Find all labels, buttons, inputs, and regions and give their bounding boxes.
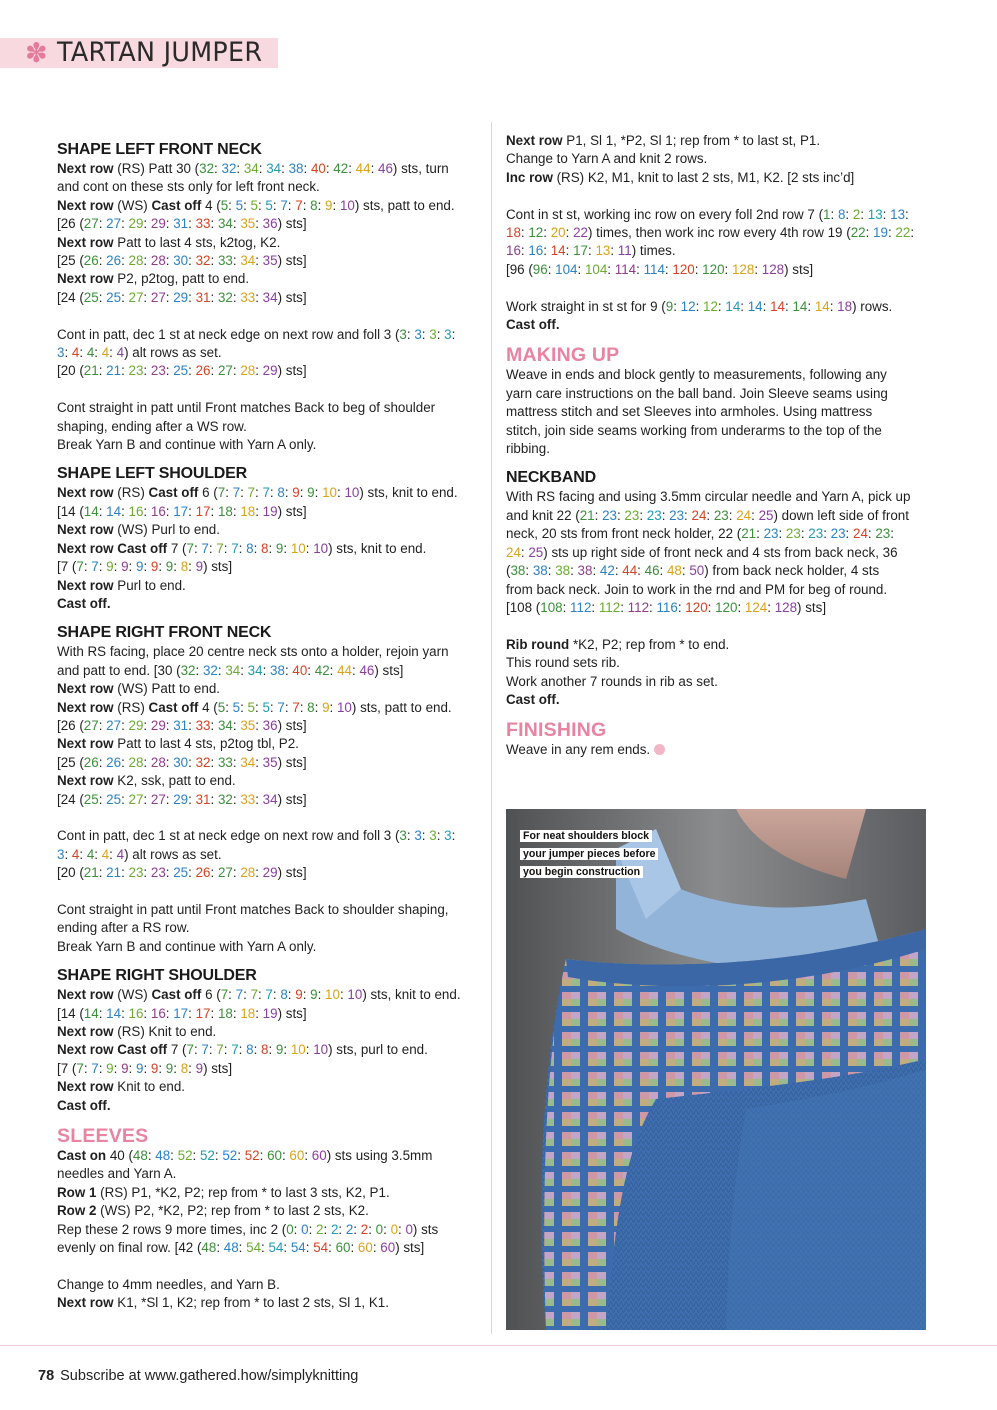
- text-line: from back neck. Join to work in the rnd and PM for beg of round.: [506, 581, 888, 597]
- text-line: Cont straight in patt until Front matches Back to shoulder shaping,: [57, 901, 449, 917]
- caption-text: For neat shoulders block your jumper pieces before you begin construction: [520, 830, 658, 878]
- footer-divider: [0, 1345, 997, 1346]
- text-line: Cont in patt, dec 1 st at neck edge on next row and foll 3 (3: 3: 3: 3:: [57, 828, 456, 844]
- text-line: Next row (RS) Patt 30 (32: 32: 34: 34: 38: 40: 42: 44: 46) sts, turn: [57, 161, 449, 176]
- section-heading: SHAPE RIGHT SHOULDER: [57, 967, 257, 985]
- text-line: Next row (WS) Purl to end.: [57, 522, 220, 538]
- text-line: Work straight in st st for 9 (9: 12: 12: 14: 14: 14: 14: 14: 18) rows.: [506, 298, 893, 314]
- text-line: Cast off.: [57, 1097, 111, 1113]
- text-line: Cast off.: [506, 691, 560, 707]
- text-line: Break Yarn B and continue with Yarn A only.: [57, 938, 317, 954]
- text-line: mattress stitch and set Sleeves into armholes. Using mattress: [506, 404, 873, 420]
- text-line: [14 (14: 14: 16: 16: 17: 17: 18: 18: 19) sts]: [57, 503, 307, 519]
- left-column: [57, 130, 482, 1313]
- section-heading: SLEEVES: [57, 1125, 149, 1148]
- text-line: Next row (RS) Knit to end.: [57, 1024, 217, 1039]
- subscribe-text[interactable]: Subscribe at www.gathered.how/simplyknitting: [60, 1368, 359, 1384]
- text-line: Rep these 2 rows 9 more times, inc 2 (0: 0: 2: 2: 2: 2: 0: 0: 0) sts: [57, 1221, 439, 1237]
- section-heading: MAKING UP: [506, 344, 620, 367]
- text-line: ribbing.: [506, 441, 550, 457]
- text-line: Cast off.: [506, 317, 560, 333]
- footer: [38, 1366, 358, 1386]
- text-line: and cont on these sts only for left front neck.: [57, 179, 320, 195]
- text-line: Next row Purl to end.: [57, 577, 186, 593]
- text-line: Next row Patt to last 4 sts, k2tog, K2.: [57, 234, 281, 250]
- text-line: Next row P1, Sl 1, *P2, Sl 1; rep from * to last st, P1.: [506, 133, 821, 148]
- text-line: Next row Knit to end.: [57, 1079, 186, 1095]
- text-line: [7 (7: 7: 9: 9: 9: 9: 9: 8: 9) sts]: [57, 1060, 233, 1076]
- text-line: Change to 4mm needles, and Yarn B.: [57, 1276, 280, 1292]
- section-heading: SHAPE LEFT FRONT NECK: [57, 141, 262, 158]
- text-line: Break Yarn B and continue with Yarn A only.: [57, 437, 317, 453]
- title-banner: [0, 38, 278, 68]
- text-line: Next row Patt to last 4 sts, p2tog tbl, P2.: [57, 736, 299, 752]
- section-heading: NECKBAND: [506, 469, 596, 487]
- text-line: 3: 4: 4: 4: 4) alt rows as set.: [57, 345, 222, 361]
- text-line: 3: 4: 4: 4: 4) alt rows as set.: [57, 846, 222, 862]
- text-line: Change to Yarn A and knit 2 rows.: [506, 151, 708, 167]
- text-line: Cont in st st, working inc row on every foll 2nd row 7 (1: 8: 2: 13: 13:: [506, 206, 909, 222]
- text-line: [20 (21: 21: 23: 23: 25: 26: 27: 28: 29) sts]: [57, 363, 307, 379]
- photo-caption: [520, 826, 670, 880]
- text-line: Row 2 (WS) P2, *K2, P2; rep from * to last 2 sts, K2.: [57, 1203, 369, 1219]
- text-line: and knit 22 (21: 23: 23: 23: 23: 24: 23: 24: 25) down left side of front: [506, 507, 909, 523]
- text-line: Cast off.: [57, 595, 111, 611]
- text-line: Next row P2, p2tog, patt to end.: [57, 271, 250, 287]
- text-line: [7 (7: 7: 9: 9: 9: 9: 9: 8: 9) sts]: [57, 559, 233, 575]
- page-title: TARTAN JUMPER: [57, 37, 263, 68]
- text-line: Row 1 (RS) P1, *K2, P2; rep from * to last 3 sts, K2, P1.: [57, 1184, 390, 1200]
- text-line: [25 (26: 26: 28: 28: 30: 32: 33: 34: 35) sts]: [57, 754, 307, 770]
- text-line: 16: 16: 14: 17: 13: 11) times.: [506, 243, 676, 259]
- text-line: Next row K2, ssk, patt to end.: [57, 773, 236, 789]
- text-line: [25 (26: 26: 28: 28: 30: 32: 33: 34: 35) sts]: [57, 253, 307, 269]
- text-line: [24 (25: 25: 27: 27: 29: 31: 32: 33: 34) sts]: [57, 791, 307, 807]
- yarn-ball-icon: [654, 744, 665, 755]
- text-line: This round sets rib.: [506, 655, 620, 671]
- text-line: ending after a RS row.: [57, 920, 190, 936]
- text-line: Next row (WS) Cast off 6 (7: 7: 7: 7: 8: 9: 9: 10: 10) sts, knit to end.: [57, 987, 461, 1003]
- text-line: [26 (27: 27: 29: 29: 31: 33: 34: 35: 36) sts]: [57, 216, 307, 232]
- text-line: [26 (27: 27: 29: 29: 31: 33: 34: 35: 36) sts]: [57, 717, 307, 733]
- text-line: [24 (25: 25: 27: 27: 29: 31: 32: 33: 34) sts]: [57, 289, 307, 305]
- text-line: [20 (21: 21: 23: 23: 25: 26: 27: 28: 29) sts]: [57, 865, 307, 881]
- text-line: stitch, join side seams working from underarms to the top of the: [506, 422, 882, 438]
- text-line: Next row Cast off 7 (7: 7: 7: 7: 8: 8: 9: 10: 10) sts, knit to end.: [57, 540, 427, 556]
- text-line: Cont in patt, dec 1 st at neck edge on next row and foll 3 (3: 3: 3: 3:: [57, 326, 456, 342]
- finishing-text: Weave in any rem ends.: [506, 742, 651, 758]
- section-heading: SHAPE LEFT SHOULDER: [57, 465, 247, 483]
- text-line: Work another 7 rounds in rib as set.: [506, 673, 718, 689]
- text-line: [14 (14: 14: 16: 16: 17: 17: 18: 18: 19) sts]: [57, 1005, 307, 1021]
- text-line: Inc row (RS) K2, M1, knit to last 2 sts, M1, K2. [2 sts inc’d]: [506, 169, 855, 185]
- text-line: evenly on final row. [42 (48: 48: 54: 54: 54: 54: 60: 60: 60) sts]: [57, 1240, 425, 1256]
- right-column: [506, 132, 931, 760]
- text-line: With RS facing, place 20 centre neck sts onto a holder, rejoin yarn: [57, 644, 449, 660]
- page-number: 78: [38, 1368, 55, 1384]
- text-line: Next row K1, *Sl 1, K2; rep from * to last 2 sts, Sl 1, K1.: [57, 1295, 389, 1311]
- jumper-photo: [506, 809, 926, 1330]
- text-line: [506, 741, 931, 759]
- text-line: (38: 38: 38: 38: 42: 44: 46: 48: 50) from back neck holder, 4 sts: [506, 563, 880, 579]
- text-line: Next row (RS) Cast off 4 (5: 5: 5: 5: 7: 7: 8: 9: 10) sts, patt to end.: [57, 699, 452, 715]
- text-line: Next row (RS) Cast off 6 (7: 7: 7: 7: 8: 9: 9: 10: 10) sts, knit to end.: [57, 485, 458, 501]
- text-line: yarn care instructions on the ball band. Join Sleeve seams using: [506, 385, 888, 401]
- text-line: Cont straight in patt until Front matches Back to beg of shoulder: [57, 400, 436, 416]
- section-heading: FINISHING: [506, 719, 607, 742]
- text-line: Cast on 40 (48: 48: 52: 52: 52: 52: 60: 60: 60) sts using 3.5mm: [57, 1148, 433, 1164]
- text-line: [96 (96: 104: 104: 114: 114: 120: 120: 128: 128) sts]: [506, 261, 814, 277]
- text-line: Next row Cast off 7 (7: 7: 7: 7: 8: 8: 9: 10: 10) sts, purl to end.: [57, 1042, 428, 1058]
- text-line: 18: 12: 20: 22) times, then work inc row every 4th row 19 (22: 19: 22:: [506, 225, 915, 241]
- section-heading: SHAPE RIGHT FRONT NECK: [57, 624, 272, 642]
- flower-icon: ✽: [25, 38, 48, 68]
- text-line: 24: 25) sts up right side of front neck and 4 sts from back neck, 36: [506, 544, 898, 560]
- text-line: Weave in ends and block gently to measurements, following any: [506, 367, 887, 383]
- text-line: and patt to end. [30 (32: 32: 34: 34: 38: 40: 42: 44: 46) sts]: [57, 662, 404, 678]
- text-line: Next row (WS) Cast off 4 (5: 5: 5: 5: 7: 7: 8: 9: 10) sts, patt to end.: [57, 197, 455, 213]
- text-line: With RS facing and using 3.5mm circular needle and Yarn A, pick up: [506, 489, 911, 505]
- text-line: Rib round *K2, P2; rep from * to end.: [506, 636, 730, 652]
- text-line: Next row (WS) Patt to end.: [57, 681, 220, 697]
- text-line: shaping, ending after a WS row.: [57, 418, 247, 434]
- text-line: neck, 20 sts from front neck holder, 22 (21: 23: 23: 23: 23: 24: 23:: [506, 526, 894, 542]
- column-divider: [491, 122, 492, 1334]
- text-line: [108 (108: 112: 112: 112: 116: 120: 120: 124: 128) sts]: [506, 599, 827, 615]
- text-line: needles and Yarn A.: [57, 1166, 177, 1182]
